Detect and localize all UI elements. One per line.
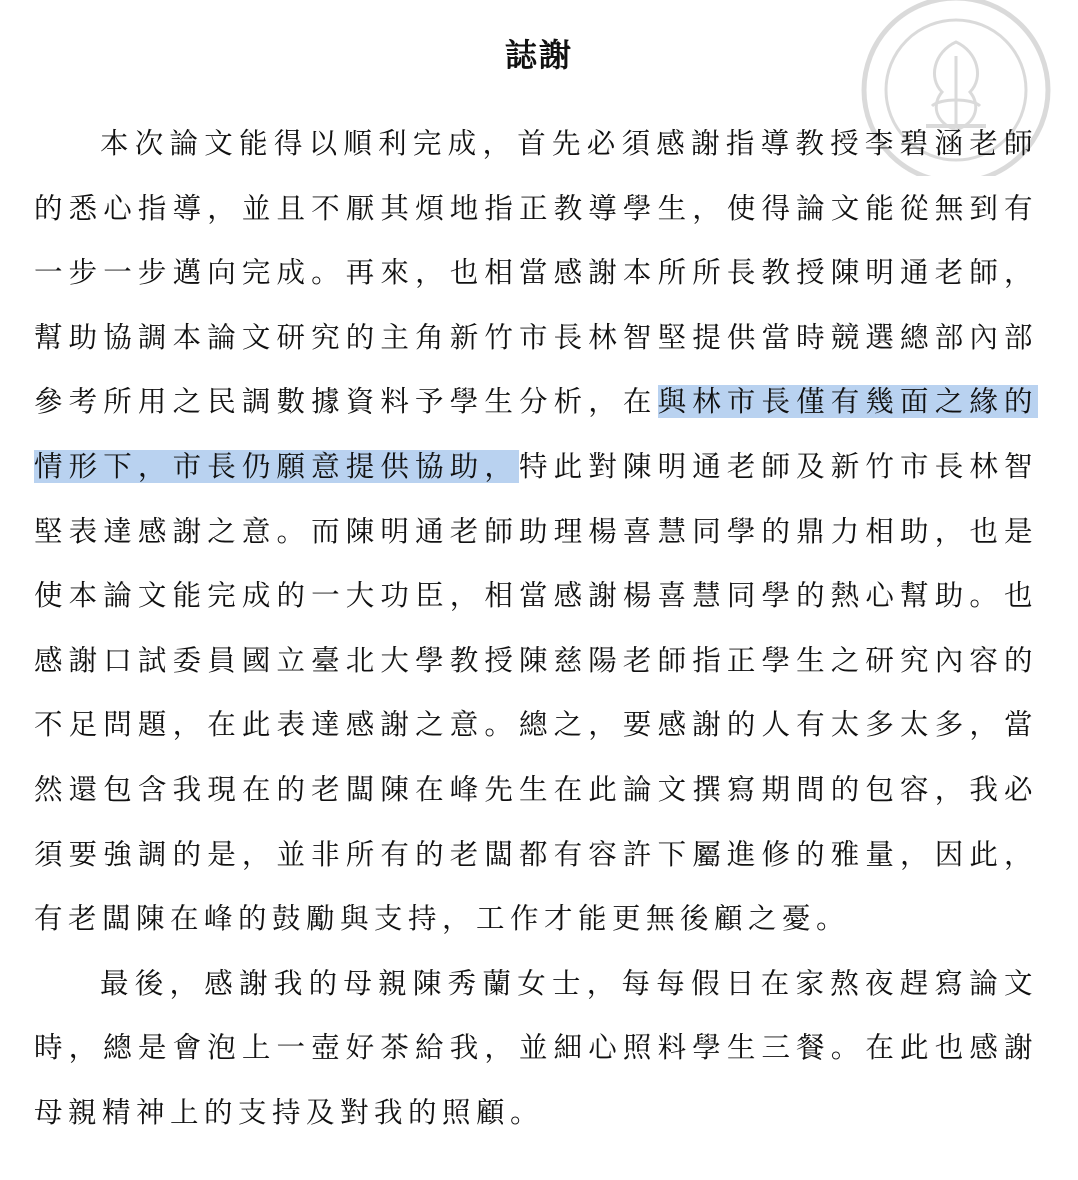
highlighted-selection[interactable]: 與林市長僅有幾面之緣的情形下，市長仍願意提供協助， (34, 385, 1038, 483)
paragraph-1-text-start: 本次論文能得以順利完成，首先必須感謝指導教授李碧涵老師的悉心指導，並且不厭其煩地指正教導學生，使得論文能從無到有一步一步邁向完成。再來，也相當感謝本所所長教授陳明通老師，幫助協調本論文研究的主角新竹市長林智堅提供當時競選總部內部參考所用之民調數據資料予學生分析，在 (34, 127, 1038, 419)
acknowledgement-body (34, 112, 1038, 1146)
page-title: 誌謝 (504, 36, 573, 74)
paragraph-2: 最後，感謝我的母親陳秀蘭女士，每每假日在家熬夜趕寫論文時，總是會泡上一壺好茶給我，並細心照料學生三餐。在此也感謝母親精神上的支持及對我的照顧。 (34, 966, 1038, 1129)
paragraph-1-text-end: 特此對陳明通老師及新竹市長林智堅表達感謝之意。而陳明通老師助理楊喜慧同學的鼎力相助，也是使本論文能完成的一大功臣，相當感謝楊喜慧同學的熱心幫助。也感謝口試委員國立臺北大學教授陳慈陽老師指正學生之研究內容的不足問題，在此表達感謝之意。總之，要感謝的人有太多太多，當然還包含我現在的老闆陳在峰先生在此論文撰寫期間的包容，我必須要強調的是，並非所有的老闆都有容許下屬進修的雅量，因此，有老闆陳在峰的鼓勵與支持，工作才能更無後顧之憂。 (34, 449, 1038, 936)
paragraph-1 (34, 112, 1038, 952)
